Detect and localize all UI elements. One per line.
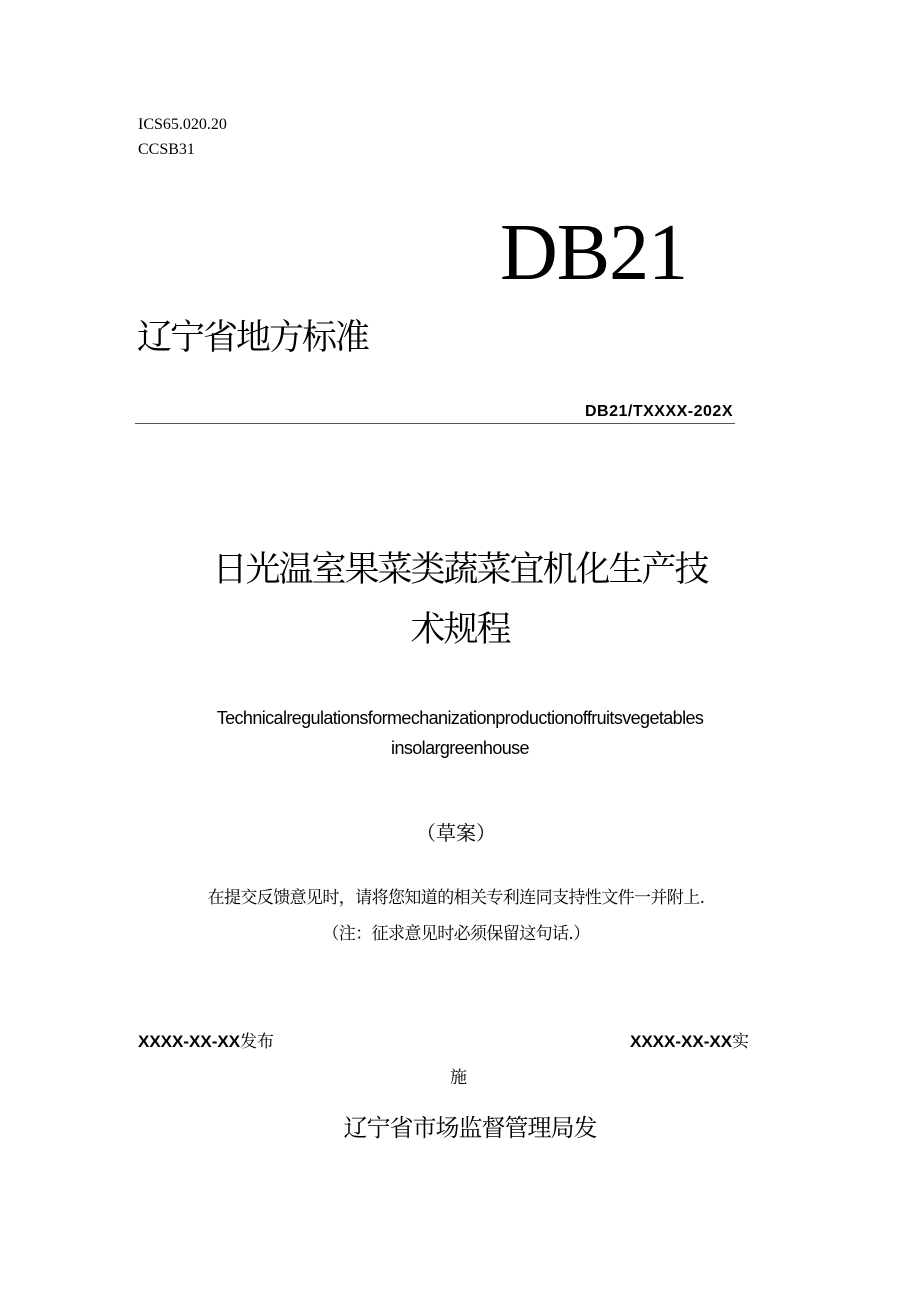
patent-notice: 在提交反馈意见时，请将您知道的相关专利连同支持性文件一并附上.	[207, 888, 705, 908]
header-divider	[135, 423, 735, 424]
publish-date-code: XXXX-XX-XX	[138, 1032, 241, 1051]
title-chinese	[140, 540, 780, 660]
ics-code: ICS65.020.20	[138, 116, 227, 133]
ccs-code: CCSB31	[138, 141, 195, 158]
title-english-line-1: Technicalregulationsformechanizationproductionoffruitsvegetables	[216, 708, 704, 728]
implement-date-code: XXXX-XX-XX	[630, 1032, 733, 1051]
standard-number: DB21/TXXXX-202X	[584, 403, 733, 420]
title-chinese-line-2: 术规程	[410, 610, 510, 650]
standard-type: 辽宁省地方标准	[137, 318, 369, 358]
publish-date	[138, 1030, 274, 1054]
implement-date	[630, 1030, 749, 1054]
title-english	[120, 703, 800, 763]
implement-date-wrapped-char	[450, 1060, 467, 1084]
implement-date-suffix-2: 施	[450, 1068, 467, 1084]
standard-logo: DB21	[500, 209, 688, 297]
draft-label: （草案）	[416, 821, 496, 845]
title-chinese-line-1: 日光温室果菜类蔬菜宜机化生产技	[212, 550, 708, 590]
title-english-line-2: insolargreenhouse	[391, 738, 529, 758]
issuing-authority: 辽宁省市场监督管理局发	[343, 1114, 597, 1142]
publish-date-suffix: 发布	[240, 1032, 275, 1052]
implement-date-suffix: 实	[732, 1032, 750, 1052]
comment-note: （注：征求意见时必须保留这句话.）	[322, 924, 590, 944]
